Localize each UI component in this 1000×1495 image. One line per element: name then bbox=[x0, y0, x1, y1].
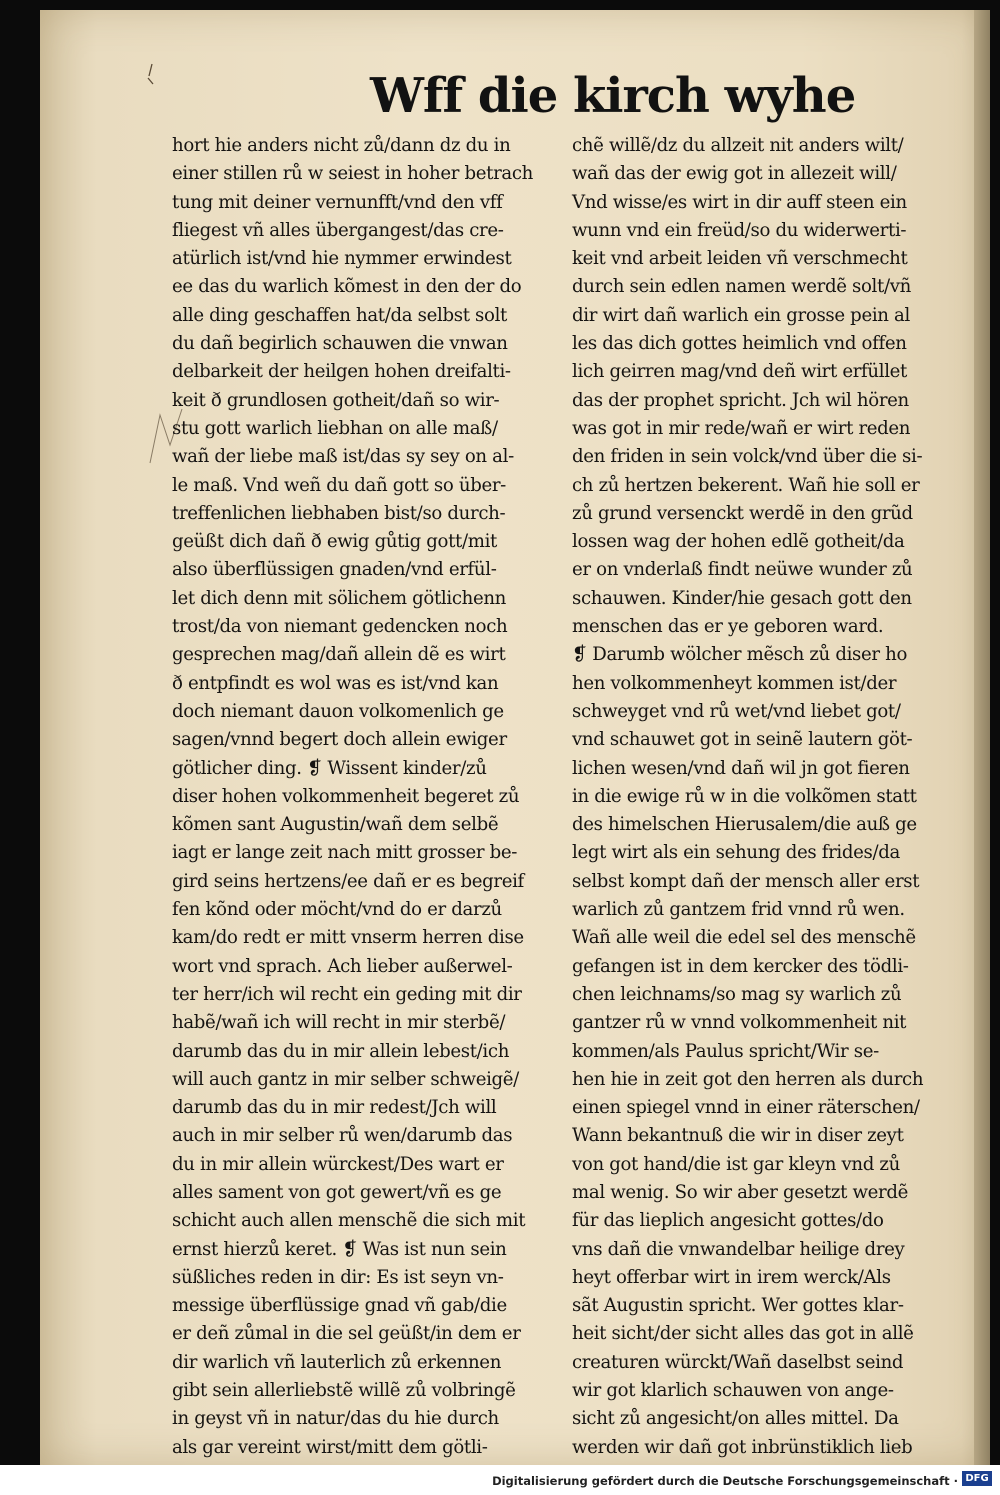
text-line: lich geirren mag/vnd deñ wirt erfüllet bbox=[572, 361, 908, 383]
text-line: schweyget vnd rů wet/vnd liebet got/ bbox=[572, 700, 901, 722]
text-line: einer stillen rů w seiest in hoher betrach bbox=[172, 163, 534, 185]
text-line: le maß. Vnd weñ du dañ gott so über- bbox=[172, 474, 506, 496]
text-line: lossen wag der hohen edlẽ gotheit/da bbox=[572, 531, 905, 553]
text-line: was got in mir rede/wañ er wirt reden bbox=[572, 417, 911, 439]
text-line: messige überflüssige gnad vñ gab/die bbox=[172, 1295, 507, 1317]
text-line: dir wirt dañ warlich ein grosse pein al bbox=[572, 304, 910, 326]
text-line: menschen das er ye geboren ward. bbox=[572, 616, 884, 638]
text-line: auch in mir selber rů wen/darumb das bbox=[172, 1125, 513, 1147]
text-line: ernst hierzů keret. ❡ Was ist nun sein bbox=[172, 1238, 507, 1260]
text-line: Wañ alle weil die edel sel des menschẽ bbox=[572, 927, 916, 949]
text-line: kõmen sant Augustin/wañ dem selbẽ bbox=[172, 814, 499, 836]
text-line: er deñ zůmal in die sel geüßt/in dem er bbox=[172, 1323, 521, 1345]
text-line: keit ð grundlosen gotheit/dañ so wir- bbox=[172, 389, 500, 411]
text-line: sicht zů angesicht/on alles mittel. Da bbox=[572, 1408, 899, 1430]
text-line: diser hohen volkommenheit begeret zů bbox=[172, 785, 520, 807]
text-line: von got hand/die ist gar kleyn vnd zů bbox=[572, 1153, 900, 1175]
text-line: zů grund versenckt werdẽ in den grũd bbox=[572, 502, 913, 524]
text-line: ee das du warlich kõmest in den der do bbox=[172, 276, 522, 298]
text-line: ter herr/ich wil recht ein geding mit dir bbox=[172, 983, 522, 1005]
text-line: werden wir dañ got inbrünstiklich lieb bbox=[572, 1436, 913, 1458]
text-line: also überflüssigen gnaden/vnd erfül- bbox=[172, 559, 497, 581]
text-line: hort hie anders nicht zů/dann dz du in bbox=[172, 135, 511, 156]
text-line: Vnd wisse/es wirt in dir auff steen ein bbox=[572, 191, 907, 213]
text-line: darumb das du in mir redest/Jch will bbox=[172, 1097, 497, 1119]
text-line: iagt er lange zeit nach mitt grosser be- bbox=[172, 842, 518, 864]
text-line: atürlich ist/vnd hie nymmer erwindest bbox=[172, 248, 512, 270]
text-line: den friden in sein volck/vnd über die si- bbox=[572, 446, 923, 468]
text-line: mal wenig. So wir aber gesetzt werdẽ bbox=[572, 1181, 909, 1203]
left-text-column bbox=[172, 132, 572, 1462]
text-line: wañ der liebe maß ist/das sy sey on al- bbox=[172, 446, 514, 468]
running-head: Wff die kirch wyhe bbox=[370, 68, 856, 124]
text-line: wunn vnd ein freüd/so du widerwerti- bbox=[572, 219, 907, 241]
text-line: alles sament von got gewert/vñ es ge bbox=[172, 1181, 502, 1203]
text-line: in geyst vñ in natur/das du hie durch bbox=[172, 1408, 499, 1430]
text-line: keit vnd arbeit leiden vñ verschmecht bbox=[572, 248, 908, 270]
text-line: heyt offerbar wirt in irem werck/Als bbox=[572, 1266, 891, 1288]
text-line: gefangen ist in dem kercker des tödli- bbox=[572, 955, 909, 977]
text-line: treffenlichen liebhaben bist/so durch- bbox=[172, 502, 506, 524]
text-line: warlich zů gantzem frid vnnd rů wen. bbox=[572, 899, 905, 921]
text-line: habẽ/wañ ich will recht in mir sterbẽ/ bbox=[172, 1012, 506, 1034]
text-line: du dañ begirlich schauwen die vnwan bbox=[172, 333, 508, 355]
text-line: lichen wesen/vnd dañ wil jn got fieren bbox=[572, 757, 910, 779]
text-line: creaturen würckt/Wañ daselbst seind bbox=[572, 1351, 904, 1373]
text-line: dir warlich vñ lauterlich zů erkennen bbox=[172, 1351, 502, 1373]
text-line: gesprechen mag/dañ allein dẽ es wirt bbox=[172, 644, 506, 666]
text-line: wort vnd sprach. Ach lieber außerwel- bbox=[172, 955, 513, 977]
text-line: götlicher ding. ❡ Wissent kinder/zů bbox=[172, 757, 487, 779]
text-line: will auch gantz in mir selber schweigẽ/ bbox=[172, 1068, 519, 1090]
text-line: schicht auch allen menschẽ die sich mit bbox=[172, 1210, 526, 1232]
text-line: des himelschen Hierusalem/die auß ge bbox=[572, 814, 917, 836]
text-line: chen leichnams/so mag sy warlich zů bbox=[572, 983, 902, 1005]
text-line: gantzer rů w vnnd volkommenheit nit bbox=[572, 1012, 907, 1034]
text-line: kommen/als Paulus spricht/Wir se- bbox=[572, 1040, 879, 1062]
text-line: durch sein edlen namen werdẽ solt/vñ bbox=[572, 276, 911, 298]
text-line: wañ das der ewig got in allezeit will/ bbox=[572, 163, 897, 185]
text-line: stu gott warlich liebhan on alle maß/ bbox=[172, 417, 498, 439]
text-line: doch niemant dauon volkomenlich ge bbox=[172, 700, 504, 722]
text-line: Wann bekantnuß die wir in diser zeyt bbox=[572, 1125, 904, 1147]
text-line: hen volkommenheyt kommen ist/der bbox=[572, 672, 897, 694]
right-text-column bbox=[572, 132, 972, 1462]
text-line: einen spiegel vnnd in einer räterschen/ bbox=[572, 1097, 920, 1119]
text-line: alle ding geschaffen hat/da selbst solt bbox=[172, 304, 507, 326]
text-line: ð entpfindt es wol was es ist/vnd kan bbox=[172, 672, 499, 694]
text-line: für das lieplich angesicht gottes/do bbox=[572, 1210, 884, 1232]
text-line: vnd schauwet got in seinẽ lautern göt- bbox=[572, 729, 913, 751]
text-line: süßliches reden in dir: Es ist seyn vn- bbox=[172, 1266, 504, 1288]
text-line: du in mir allein würckest/Des wart er bbox=[172, 1153, 504, 1175]
text-line: wir got klarlich schauwen von ange- bbox=[572, 1380, 894, 1402]
text-line: darumb das du in mir allein lebest/ich bbox=[172, 1040, 510, 1062]
text-line: fliegest vñ alles übergangest/das cre- bbox=[172, 219, 504, 241]
page-edge bbox=[974, 10, 990, 1465]
text-line: ❡ Darumb wölcher mẽsch zů diser ho bbox=[572, 644, 908, 666]
text-line: sagen/vnnd begert doch allein ewiger bbox=[172, 729, 507, 751]
text-line: delbarkeit der heilgen hohen dreifalti- bbox=[172, 361, 511, 383]
text-line: vns dañ die vnwandelbar heilige drey bbox=[572, 1238, 905, 1260]
dfg-logo: DFG bbox=[962, 1471, 992, 1486]
text-line: trost/da von niemant gedencken noch bbox=[172, 616, 508, 638]
text-line: let dich denn mit sölichem götlichenn bbox=[172, 587, 507, 609]
text-line: hen hie in zeit got den herren als durch bbox=[572, 1068, 924, 1090]
text-line: legt wirt als ein sehung des frides/da bbox=[572, 842, 900, 864]
text-line: heit sicht/der sicht alles das got in allẽ bbox=[572, 1323, 914, 1345]
text-line: als gar vereint wirst/mitt dem götli- bbox=[172, 1436, 488, 1458]
text-line: ch zů hertzen bekerent. Wañ hie soll er bbox=[572, 474, 920, 496]
text-line: tung mit deiner vernunfft/vnd den vff bbox=[172, 191, 503, 213]
text-line: er on vnderlaß findt neüwe wunder zů bbox=[572, 559, 913, 581]
text-line: geüßt dich dañ ð ewig gůtig gott/mit bbox=[172, 531, 497, 553]
funding-credit: Digitalisierung gefördert durch die Deutsche Forschungsgemeinschaft · bbox=[492, 1474, 958, 1488]
text-line: fen kõnd oder möcht/vnd do er darzů bbox=[172, 899, 502, 921]
pencil-mark-icon bbox=[144, 62, 158, 88]
text-line: in die ewige rů w in die volkõmen statt bbox=[572, 785, 917, 807]
footer-bar bbox=[0, 1465, 1000, 1495]
text-line: les das dich gottes heimlich vnd offen bbox=[572, 333, 907, 355]
text-line: selbst kompt dañ der mensch aller erst bbox=[572, 870, 920, 892]
text-line: gird seins hertzens/ee dañ er es begreif bbox=[172, 870, 524, 892]
text-line: gibt sein allerliebstẽ willẽ zů volbringẽ bbox=[172, 1380, 516, 1402]
text-line: das der prophet spricht. Jch wil hören bbox=[572, 389, 909, 411]
text-line: chẽ willẽ/dz du allzeit nit anders wilt/ bbox=[572, 135, 904, 156]
text-line: schauwen. Kinder/hie gesach gott den bbox=[572, 587, 912, 609]
text-line: sãt Augustin spricht. Wer gottes klar- bbox=[572, 1295, 904, 1317]
text-line: kam/do redt er mitt vnserm herren dise bbox=[172, 927, 524, 949]
